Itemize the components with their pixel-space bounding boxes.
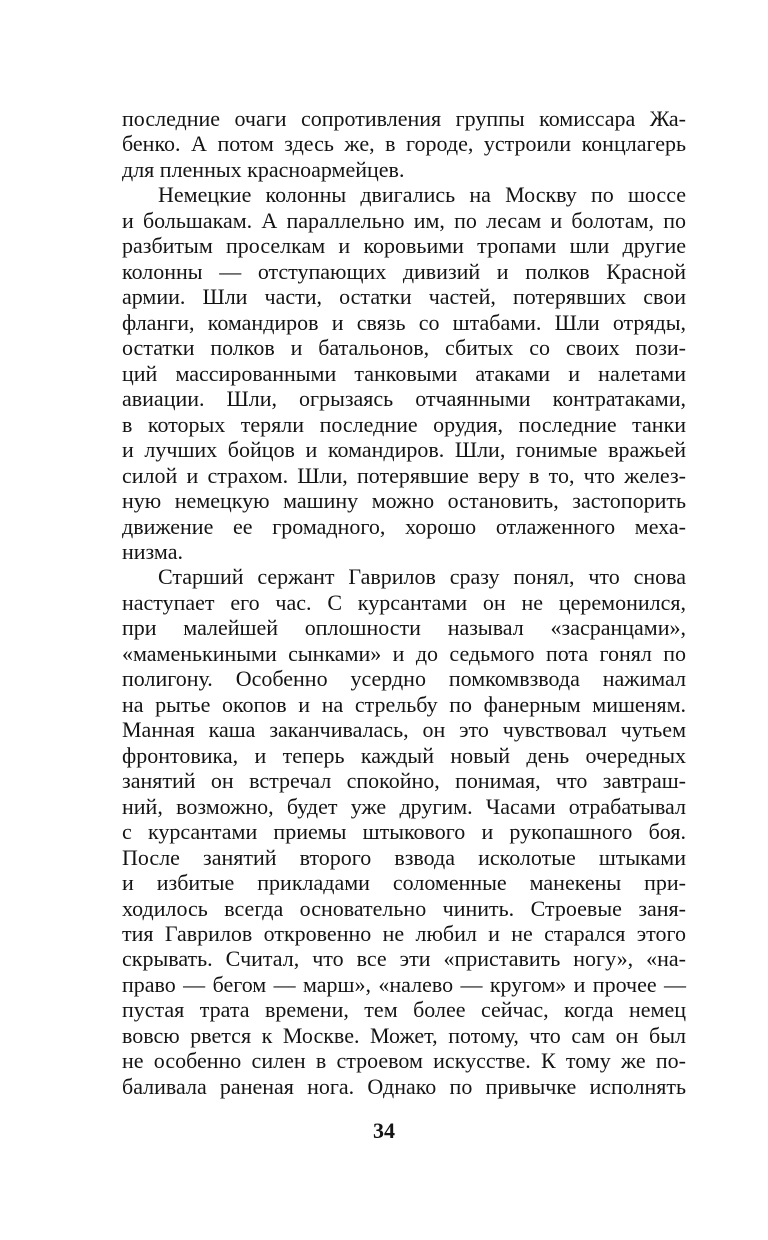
page-number: 34 xyxy=(373,1118,395,1143)
text-line: фронтовика, и теперь каждый новый день очередных xyxy=(122,742,686,768)
text-line: бенко. А потом здесь же, в городе, устроили концлагерь xyxy=(122,131,686,157)
text-line: и лучших бойцов и командиров. Шли, гонимые вражьей xyxy=(122,437,686,463)
text-line: армии. Шли части, остатки частей, потерявших свои xyxy=(122,284,686,310)
text-line: тия Гаврилов откровенно не любил и не старался этого xyxy=(122,921,686,946)
text-line: и большакам. А параллельно им, по лесам и болотам, по xyxy=(122,207,686,233)
text-line: силой и страхом. Шли, потерявшие веру в то, что желез- xyxy=(122,462,686,488)
text-line: фланги, командиров и связь со штабами. Шли отряды, xyxy=(122,309,686,335)
text-line: низма. xyxy=(122,538,183,564)
text-line: и избитые прикладами соломенные манекены при- xyxy=(122,870,686,896)
paragraph-start-line: Немецкие колонны двигались на Москву по шоссе xyxy=(158,182,686,208)
text-line: баливала раненая нога. Однако по привычке исполнять xyxy=(122,1073,686,1099)
text-line: Манная каша заканчивалась, он это чувствовал чутьем xyxy=(122,717,686,743)
book-page-text xyxy=(122,106,686,1099)
text-line: «маменькиными сынками» и до седьмого пота гонял по xyxy=(122,640,686,666)
text-line: разбитым проселкам и коровьими тропами шли другие xyxy=(122,233,686,259)
text-line: при малейшей оплошности называл «засранцами», xyxy=(122,615,686,641)
text-line: занятий он встречал спокойно, понимая, что завтраш- xyxy=(122,768,686,794)
text-line: не особенно силен в строевом искусстве. К тому же по- xyxy=(122,1048,686,1074)
text-line: После занятий второго взвода исколотые штыками xyxy=(122,844,686,870)
text-line: скрывать. Считал, что все эти «приставить ногу», «на- xyxy=(122,946,686,972)
text-line: ний, возможно, будет уже другим. Часами отрабатывал xyxy=(122,793,686,819)
paragraph-start-line: Старший сержант Гаврилов сразу понял, что снова xyxy=(158,564,686,590)
text-line: остатки полков и батальонов, сбитых со своих пози- xyxy=(122,335,686,361)
text-line: на рытье окопов и на стрельбу по фанерным мишеням. xyxy=(122,691,686,717)
text-line: полигону. Особенно усердно помкомвзвода нажимал xyxy=(122,666,686,692)
text-line: право — бегом — марш», «налево — кругом» и прочее — xyxy=(122,971,686,997)
text-line: ную немецкую машину можно остановить, застопорить xyxy=(122,488,686,514)
text-line: ходилось всегда основательно чинить. Строевые заня- xyxy=(122,895,686,921)
text-line: для пленных красноармейцев. xyxy=(122,156,405,182)
text-line: движение ее громадного, хорошо отлаженного меха- xyxy=(122,513,686,539)
text-line: с курсантами приемы штыкового и рукопашного боя. xyxy=(122,819,686,845)
text-line: последние очаги сопротивления группы комиссара Жа- xyxy=(122,106,686,131)
text-line: наступает его час. С курсантами он не церемонился, xyxy=(122,589,686,615)
text-line: авиации. Шли, огрызаясь отчаянными контратаками, xyxy=(122,386,686,412)
text-line: вовсю рвется к Москве. Может, потому, что сам он был xyxy=(122,1022,686,1048)
text-line: в которых теряли последние орудия, последние танки xyxy=(122,411,686,437)
text-line: колонны — отступающих дивизий и полков Красной xyxy=(122,258,686,284)
text-line: ций массированными танковыми атаками и налетами xyxy=(122,360,686,386)
text-line: пустая трата времени, тем более сейчас, когда немец xyxy=(122,997,686,1023)
